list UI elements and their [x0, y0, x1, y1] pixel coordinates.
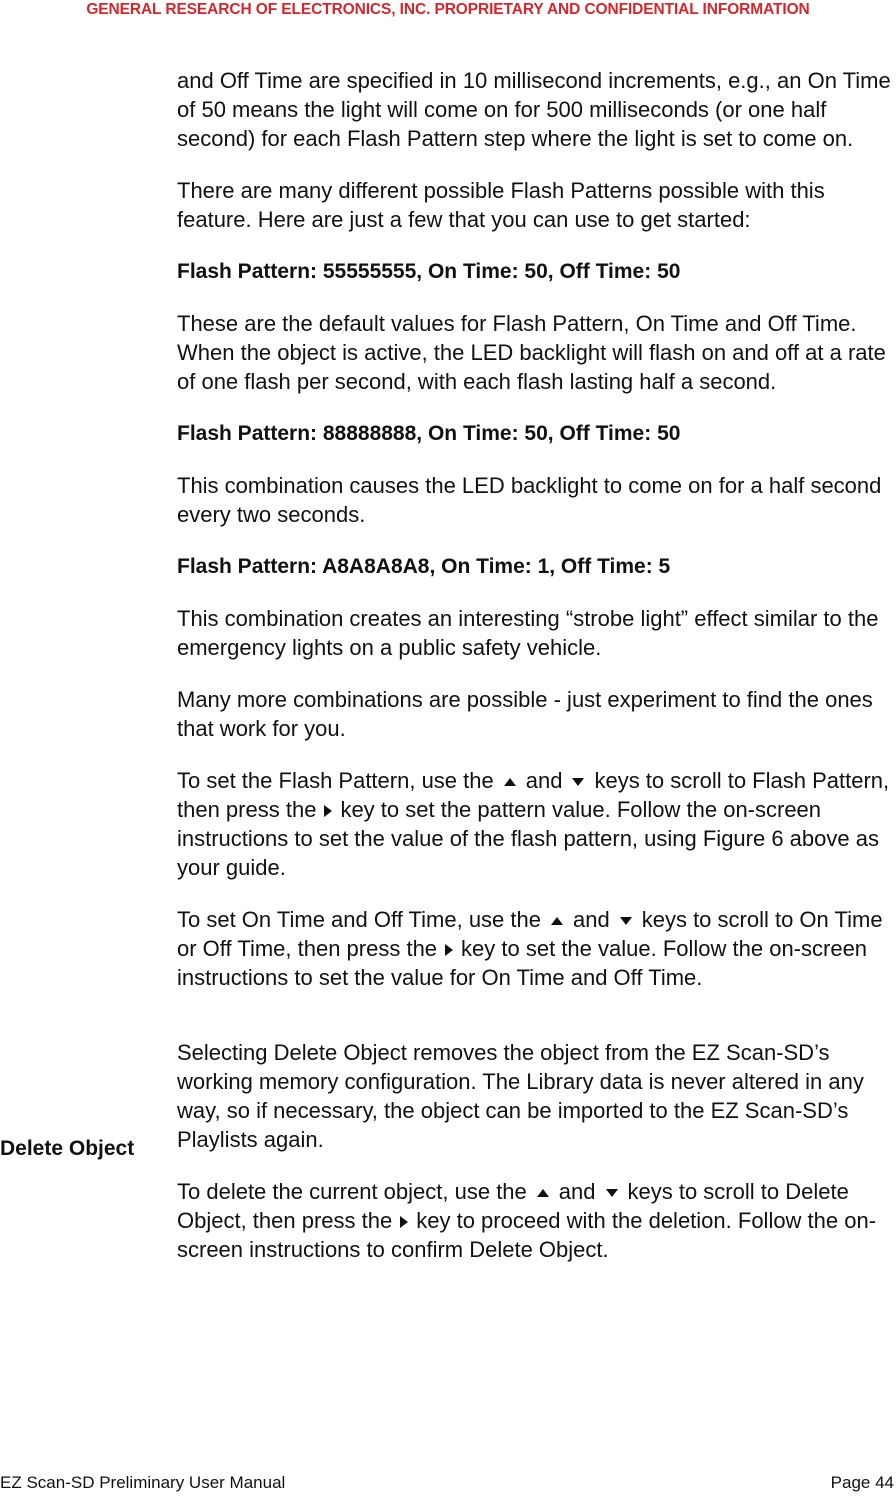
paragraph-set-on-off-time: To set On Time and Off Time, use the and keys to scroll to On Time or Off Time, then press the key to set the value. Follow the on-screen instructions to set the value for On Time and Off Time. — [177, 907, 883, 990]
section-heading-delete-object: Delete Object — [0, 1137, 135, 1160]
paragraph-on-off-time: and Off Time are specified in 10 millisecond increments, e.g., an On Time of 50 means the light will come on for 500 milliseconds (or one half second) for each Flash Pattern step where the light is set to come on. — [177, 68, 891, 151]
example-heading-2: Flash Pattern: 88888888, On Time: 50, Off Time: 50 — [177, 422, 681, 445]
down-arrow-key-icon — [572, 778, 584, 786]
page-body — [177, 66, 893, 1287]
down-arrow-key-icon — [606, 1189, 618, 1197]
paragraph-set-flash-pattern: To set the Flash Pattern, use the and keys to scroll to Flash Pattern, then press the key to set the pattern value. Follow the on-screen instructions to set the value of the flash pattern, using Figure 6 above as your guide. — [177, 768, 890, 880]
example-heading-1: Flash Pattern: 55555555, On Time: 50, Off Time: 50 — [177, 260, 681, 283]
confidentiality-banner: GENERAL RESEARCH OF ELECTRONICS, INC. PROPRIETARY AND CONFIDENTIAL INFORMATION — [86, 1, 810, 18]
paragraph-example-1: These are the default values for Flash Pattern, On Time and Off Time. When the object is active, the LED backlight will flash on and off at a rate of one flash per second, with each flash lasting half a second. — [177, 311, 886, 394]
paragraph-delete-object-description: Selecting Delete Object removes the object from the EZ Scan-SD’s working memory configuration. The Library data is never altered in any way, so if necessary, the object can be imported to the EZ Scan-SD’s Playlists again. — [177, 1040, 864, 1152]
right-arrow-key-icon — [400, 1216, 408, 1228]
right-arrow-key-icon — [445, 944, 453, 956]
up-arrow-key-icon — [537, 1189, 549, 1197]
down-arrow-key-icon — [620, 917, 632, 925]
right-arrow-key-icon — [324, 805, 332, 817]
paragraph-delete-object-steps: To delete the current object, use the and keys to scroll to Delete Object, then press the key to proceed with the deletion. Follow the on-screen instructions to confirm Delete Object. — [177, 1179, 877, 1262]
paragraph-patterns-intro: There are many different possible Flash Patterns possible with this feature. Here are just a few that you can use to get started: — [177, 178, 825, 232]
paragraph-experiment: Many more combinations are possible - just experiment to find the ones that work for you. — [177, 687, 873, 741]
footer-page-number: Page 44 — [830, 1473, 894, 1492]
up-arrow-key-icon — [551, 917, 563, 925]
up-arrow-key-icon — [504, 778, 516, 786]
footer-manual-title: EZ Scan-SD Preliminary User Manual — [0, 1473, 286, 1492]
example-heading-3: Flash Pattern: A8A8A8A8, On Time: 1, Off Time: 5 — [177, 555, 671, 578]
paragraph-example-2: This combination causes the LED backlight to come on for a half second every two seconds. — [177, 473, 882, 527]
paragraph-example-3: This combination creates an interesting “strobe light” effect similar to the emergency lights on a public safety vehicle. — [177, 606, 879, 660]
